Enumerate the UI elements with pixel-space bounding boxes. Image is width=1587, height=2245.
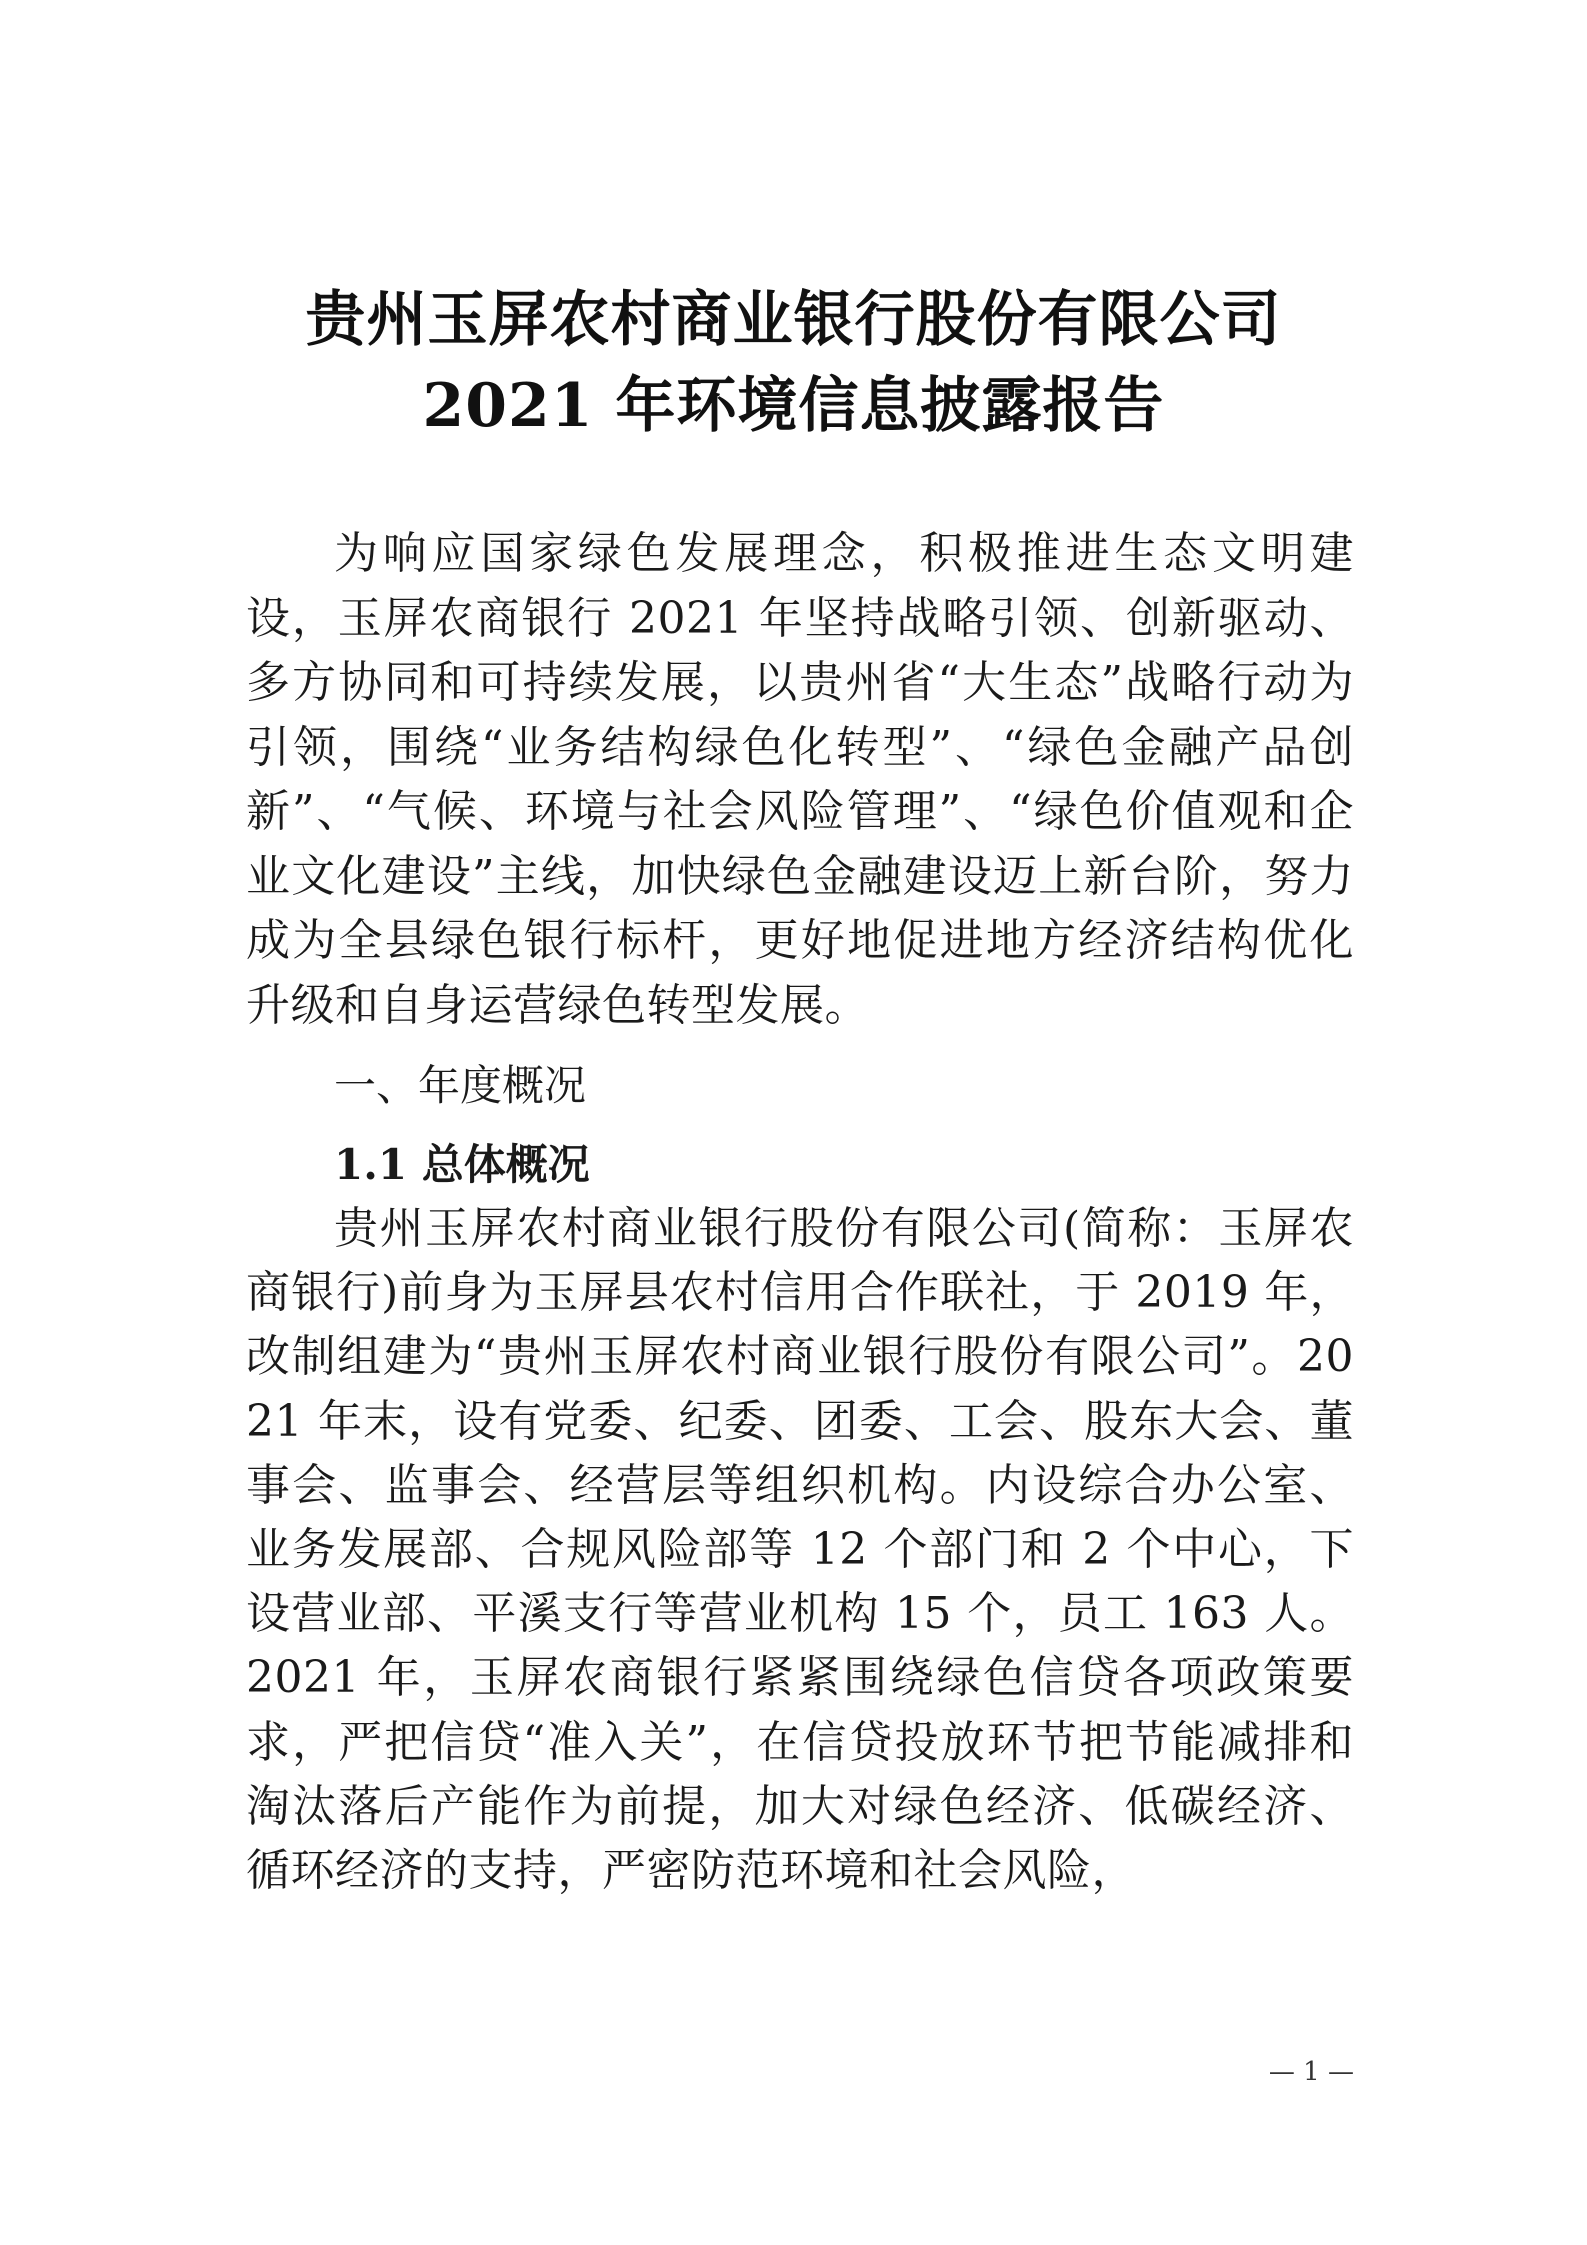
section-heading-annual-overview: 一、年度概况	[334, 1061, 587, 1110]
page-number: — 1 —	[1268, 2057, 1354, 2087]
report-title-line2: 2021 年环境信息披露报告	[422, 371, 1165, 441]
subsection-heading-general-overview: 1.1 总体概况	[334, 1140, 590, 1189]
report-title-line1: 贵州玉屏农村商业银行股份有限公司	[305, 285, 1282, 355]
intro-paragraph: 为响应国家绿色发展理念，积极推进生态文明建设，玉屏农商银行 2021 年坚持战略引领、创新驱动、多方协同和可持续发展，以贵州省“大生态”战略行动为引领，围绕“业务结构绿色化转型”、“绿色金融产品创新”、“气候、环境与社会风险管理”、“绿色价值观和企业文化建设”主线，加快绿色金融建设迈上新台阶，努力成为全县绿色银行标杆，更好地促进地方经济结构优化升级和自身运营绿色转型发展。	[246, 528, 1354, 1031]
overview-paragraph: 贵州玉屏农村商业银行股份有限公司(简称：玉屏农商银行)前身为玉屏县农村信用合作联社，于 2019 年，改制组建为“贵州玉屏农村商业银行股份有限公司”。2021 年末，设有党委、纪委、团委、工会、股东大会、董事会、监事会、经营层等组织机构。内设综合办公室、业务发展部、合规风险部等 12 个部门和 2 个中心，下设营业部、平溪支行等营业机构 15 个，员工 163 人。2021 年，玉屏农商银行紧紧围绕绿色信贷各项政策要求，严把信贷“准入关”，在信贷投放环节把节能减排和淘汰落后产能作为前提，加大对绿色经济、低碳经济、循环经济的支持，严密防范环境和社会风险，	[246, 1203, 1354, 1897]
